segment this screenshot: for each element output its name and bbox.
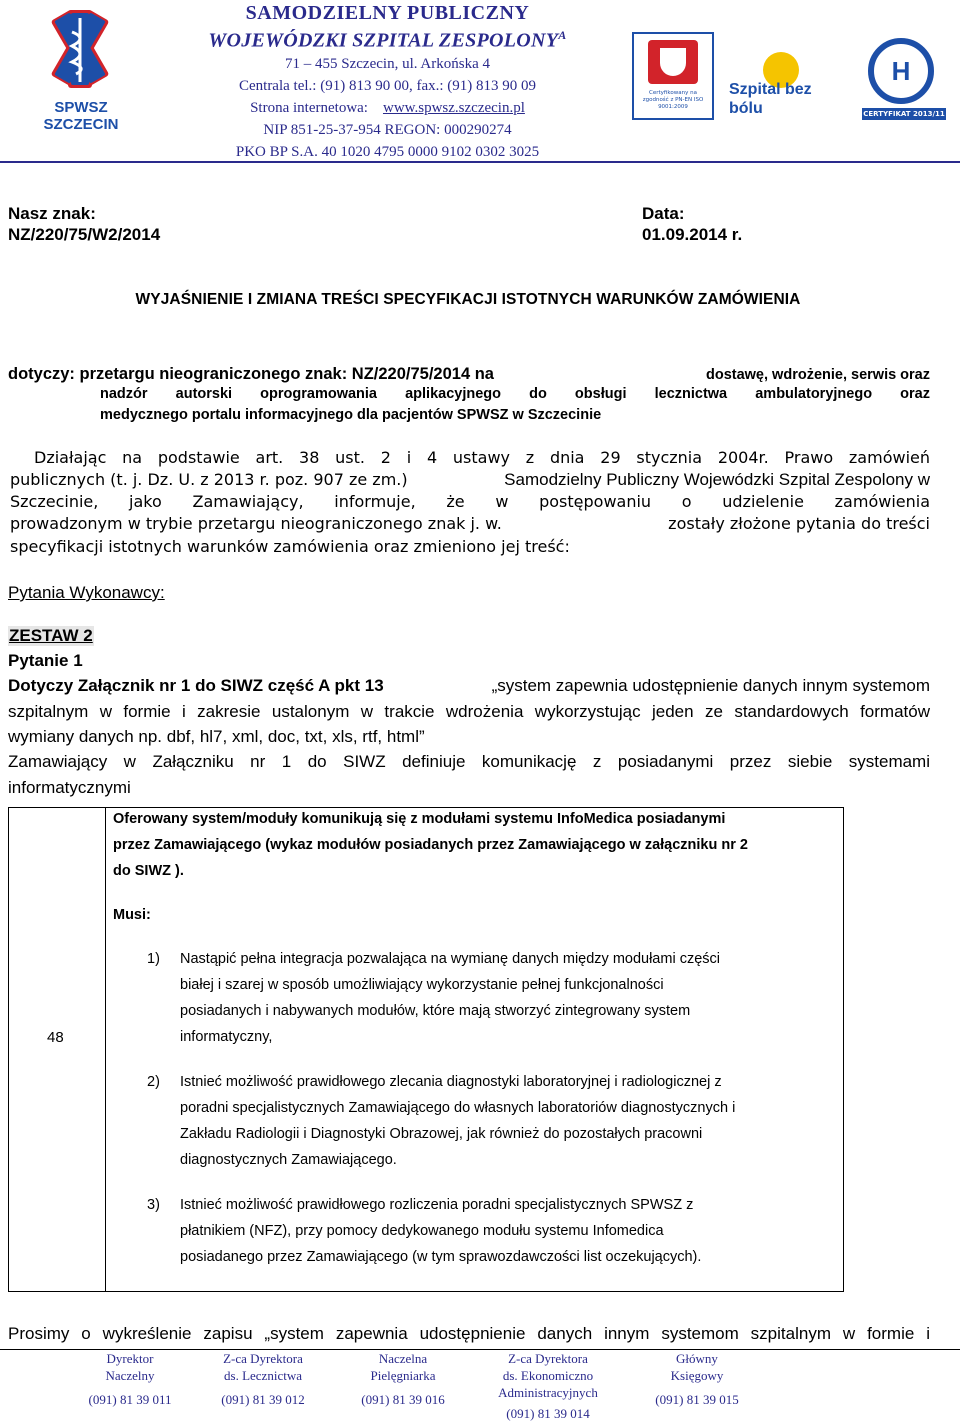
question-line-4: Zamawiający w Załączniku nr 1 do SIWZ definiuje komunikację z posiadanymi przez siebie systemami	[8, 752, 930, 771]
requirements-table	[8, 807, 844, 1292]
footer-col-lecznictwo: Z-ca Dyrektora ds. Lecznictwa (091) 81 39 012	[203, 1350, 323, 1408]
logo-iso-cert	[632, 32, 714, 120]
item-3-line-1: Istnieć możliwość prawidłowego rozliczenia poradni specjalistycznych SPWSZ z	[180, 1197, 694, 1213]
item-2-line-1: Istnieć możliwość prawidłowego zlecania diagnostyki laboratoryjnej i radiologicznej z	[180, 1074, 722, 1090]
para-line-4: prowadzonym w trybie przetargu nieograniczonego znak j. w. zostały złożone pytania do treści	[10, 514, 930, 533]
page-title: WYJAŚNIENIE I ZMIANA TREŚCI SPECYFIKACJI ISTOTNYCH WARUNKÓW ZAMÓWIENIA	[135, 291, 801, 308]
footer-phone: (091) 81 39 011	[88, 1392, 172, 1407]
para-line-3: Szczecinie, jako Zamawiający, informuje, że w postępowaniu o udzielenie zamówienia	[10, 492, 930, 511]
header-website: Strona internetowa: www.spwsz.szczecin.pl	[250, 100, 525, 116]
dotyczy-line-3: medycznego portalu informacyjnego dla pacjentów SPWSZ w Szczecinie	[100, 407, 602, 423]
footer-col-pielegniarka: Naczelna Pielęgniarka (091) 81 39 016	[343, 1350, 463, 1408]
item-1-number: 1)	[147, 951, 160, 967]
logo-cmj	[862, 38, 948, 122]
para-line-1: Działając na podstawie art. 38 ust. 2 i 4 ustawy z dnia 29 stycznia 2004r. Prawo zamówień	[34, 448, 930, 467]
cert-text: Certyfikowany na zgodność z PN-EN ISO 9001:2009	[642, 90, 704, 110]
header-line-2: WOJEWÓDZKI SZPITAL $ZESPOLONY^A$	[208, 28, 567, 52]
dotyczy-line-2: nadzór autorski oprogramowania aplikacyjnego do obsługi lecznictwa ambulatoryjnego oraz	[100, 386, 930, 402]
para-line-2: publicznych (t. j. Dz. U. z 2013 r. poz. 907 ze zm.) Samodzielny Publiczny Wojewódzki Szpital Zespolony w	[10, 470, 930, 489]
header-bank: PKO BP S.A. 40 1020 4795 0000 9102 0302 3025	[235, 144, 540, 160]
header-address: 71 – 455 Szczecin, ul. Arkońska 4	[285, 56, 490, 72]
header-nip: NIP 851-25-37-954 REGON: 000290274	[263, 122, 512, 138]
header-divider	[0, 161, 960, 163]
item-2-line-2: poradni specjalistycznych Zamawiającego do własnych laboratoriów diagnostycznych i	[180, 1100, 736, 1116]
ref-value: NZ/220/75/W2/2014	[8, 225, 161, 244]
row-number: 48	[47, 1029, 64, 1046]
logo-left	[10, 4, 150, 134]
item-3-line-3: posiadanego przez Zamawiającego (w tym sprawozdawczości list oczekujących).	[180, 1249, 702, 1265]
item-2-line-4: diagnostycznych Zamawiającego.	[180, 1152, 397, 1168]
table-column-divider	[105, 808, 106, 1291]
para-line-5: specyfikacji istotnych warunków zamówienia oraz zmieniono jej treść:	[10, 537, 570, 556]
item-1-line-4: informatyczny,	[180, 1029, 273, 1045]
item-3-line-2: płatnikiem (NFZ), przy pomocy dedykowanego modułu systemu Infomedica	[180, 1223, 664, 1239]
footer-phone: (091) 81 39 014	[506, 1406, 590, 1421]
dotyczy-line-1: dotyczy: przetargu nieograniczonego znak: NZ/220/75/2014 na dostawę, wdrożenie, serwis oraz	[8, 365, 930, 383]
logo-szpital-text: Szpital bez bólu	[729, 81, 812, 117]
footer-col-ekonomia: Z-ca Dyrektora ds. Ekonomiczno Administracyjnych (091) 81 39 014	[478, 1350, 618, 1422]
table-intro-3: do SIWZ ).	[113, 863, 184, 879]
logo-left-text: SPWSZ SZCZECIN	[43, 99, 119, 133]
item-1-line-2: białej i szarej w sposób umożliwiający wykorzystanie pełnej funkcjonalności	[180, 977, 664, 993]
item-2-line-3: Zakładu Radiologii i Diagnostyki Obrazowej, jak również do pozostałych pracowni	[180, 1126, 703, 1142]
cert-badge: CERTYFIKAT 2013/11	[863, 110, 945, 118]
footer-phone: (091) 81 39 012	[221, 1392, 305, 1407]
prosimy-line: Prosimy o wykreślenie zapisu „system zapewnia udostępnienie danych innym systemom szpitalnym w formie i	[8, 1324, 930, 1343]
date-label: Data:	[642, 204, 685, 223]
footer-phone: (091) 81 39 016	[361, 1392, 445, 1407]
question-line-1: Dotyczy Załącznik nr 1 do SIWZ część A pkt 13 „system zapewnia udostępnienie danych innym systemom	[8, 676, 930, 695]
header-phone: Centrala tel.: (91) 813 90 00, fax.: (91) 813 90 09	[238, 78, 537, 94]
table-musi: Musi:	[113, 907, 151, 923]
table-intro-2: przez Zamawiającego (wykaz modułów posiadanych przez Zamawiającego w załączniku nr 2	[113, 837, 748, 853]
footer-col-dyrektor: Dyrektor Naczelny (091) 81 39 011	[70, 1350, 190, 1408]
footer-col-ksiegowy: Główny Księgowy (091) 81 39 015	[637, 1350, 757, 1408]
logo-szpital-bez-bolu	[725, 52, 825, 124]
ref-label: Nasz znak:	[8, 204, 96, 223]
zestaw-label: ZESTAW 2	[9, 626, 93, 645]
header-line-1: SAMODZIELNY PUBLICZNY	[245, 2, 530, 24]
footer-phone: (091) 81 39 015	[655, 1392, 739, 1407]
table-intro-1: Oferowany system/moduły komunikują się z modułami systemu InfoMedica posiadanymi	[113, 811, 726, 827]
date-value: 01.09.2014 r.	[642, 225, 743, 244]
pytanie-label: Pytanie 1	[8, 651, 83, 670]
website-link[interactable]: www.spwsz.szczecin.pl	[382, 100, 525, 116]
question-line-3: wymiany danych np. dbf, hl7, xml, doc, txt, xls, rtf, html”	[8, 727, 425, 746]
question-line-5: informatycznymi	[8, 778, 131, 797]
question-line-2: szpitalnym w formie i zakresie ustalonym w trakcie wdrożenia wykorzystując jeden ze standardowych formatów	[8, 702, 930, 721]
item-3-number: 3)	[147, 1197, 160, 1213]
pytania-heading: Pytania Wykonawcy:	[8, 583, 165, 602]
item-1-line-1: Nastąpić pełna integracja pozwalająca na wymianę danych między modułami części	[180, 951, 720, 967]
cert-emblem	[648, 40, 698, 84]
q-icon: H	[868, 38, 934, 104]
item-2-number: 2)	[147, 1074, 160, 1090]
item-1-line-3: posiadanych i nabywanych modułów, które mają stworzyć zintegrowany system	[180, 1003, 691, 1019]
